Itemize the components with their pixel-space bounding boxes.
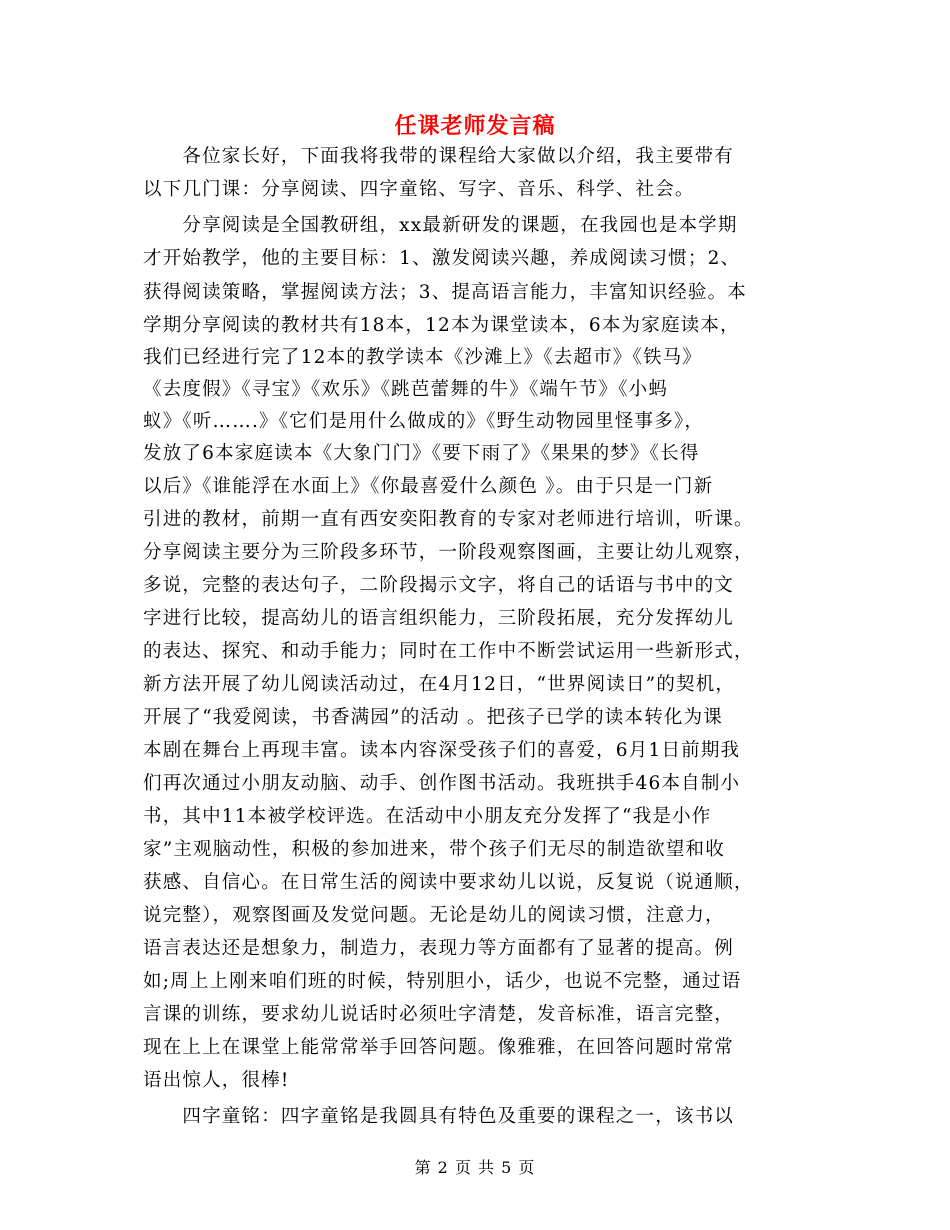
body-line: 才开始教学，他的主要目标：1、激发阅读兴趣，养成阅读习惯；2、: [143, 248, 741, 269]
body-line: 以后》《谁能浮在水面上》《你最喜爱什么颜色 》。由于只是一门新: [143, 476, 714, 497]
body-line: 字进行比较，提高幼儿的语言组织能力，三阶段拓展，充分发挥幼儿: [143, 608, 735, 629]
body-line: 说完整），观察图画及发觉问题。无论是幼儿的阅读习惯，注意力，: [143, 905, 725, 926]
body-line: 如;周上上刚来咱们班的时候，特别胆小，话少，也说不完整，通过语: [143, 971, 742, 992]
body-line: 分享阅读是全国教研组，xx最新研发的课题，在我园也是本学期: [143, 215, 738, 236]
body-line: 新方法开展了幼儿阅读活动过，在4月12日，“世界阅读日”的契机，: [143, 674, 736, 695]
body-line: 各位家长好，下面我将我带的课程给大家做以介绍，我主要带有: [143, 146, 735, 167]
body-line: 言课的训练，要求幼儿说话时必须吐字清楚，发音标准，语言完整，: [143, 1004, 735, 1025]
body-line: 四字童铭：四字童铭是我圆具有特色及重要的课程之一，该书以: [143, 1106, 735, 1127]
body-line: 家”主观脑动性，积极的参加进来，带个孩子们无尽的制造欲望和收: [143, 839, 725, 860]
body-line: 发放了6本家庭读本《大象门门》《要下雨了》《果果的梦》《长得: [143, 443, 700, 464]
body-line: 蚁》《听…….》《它们是用什么做成的》《野生动物园里怪事多》，: [143, 411, 705, 432]
body-line: 们再次通过小朋友动脑、动手、创作图书活动。我班拱手46本自制小: [143, 773, 741, 794]
body-line: 现在上上在课堂上能常常举手回答问题。像雅雅，在回答问题时常常: [143, 1037, 735, 1058]
body-line: 的表达、探究、和动手能力；同时在工作中不断尝试运用一些新形式，: [143, 641, 754, 662]
document-title: 任课老师发言稿: [394, 113, 556, 139]
body-line: 本剧在舞台上再现丰富。读本内容深受孩子们的喜爱，6月1日前期我: [143, 740, 741, 761]
body-line: 以下几门课：分享阅读、四字童铭、写字、音乐、科学、社会。: [143, 179, 695, 200]
body-line: 开展了“我爱阅读，书香满园”的活动 。把孩子已学的读本转化为课: [143, 707, 723, 728]
body-line: 分享阅读主要分为三阶段多环节，一阶段观察图画，主要让幼儿观察，: [143, 542, 754, 563]
page-footer: 第 2 页 共 5 页: [414, 1158, 536, 1177]
body-line: 引进的教材，前期一直有西安奕阳教育的专家对老师进行培训，听课。: [143, 509, 754, 530]
body-line: 获得阅读策略，掌握阅读方法；3、提高语言能力，丰富知识经验。本: [143, 282, 747, 303]
body-line: 书，其中11本被学校评选。在活动中小朋友充分发挥了“我是小作: [143, 806, 712, 827]
body-line: 多说，完整的表达句子，二阶段揭示文字，将自己的话语与书中的文: [143, 575, 735, 596]
body-line: 《去度假》《寻宝》《欢乐》《跳芭蕾舞的牛》《端午节》《小蚂: [143, 379, 669, 400]
body-line: 语出惊人，很棒!: [143, 1070, 290, 1091]
body-line: 我们已经进行完了12本的教学读本《沙滩上》《去超市》《铁马》: [143, 347, 703, 368]
body-line: 语言表达还是想象力，制造力，表现力等方面都有了显著的提高。例: [143, 938, 735, 959]
body-line: 学期分享阅读的教材共有18本，12本为课堂读本，6本为家庭读本，: [143, 315, 740, 336]
body-line: 获感、自信心。在日常生活的阅读中要求幼儿以说，反复说（说通顺，: [143, 872, 754, 893]
